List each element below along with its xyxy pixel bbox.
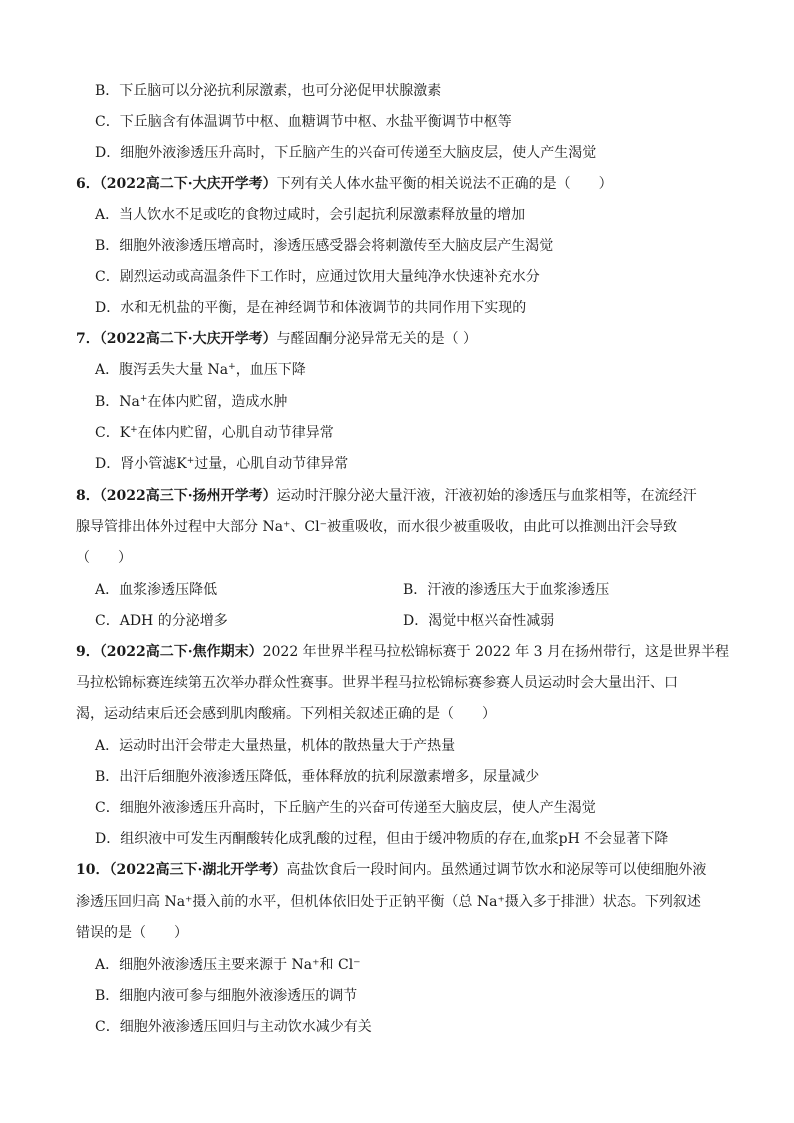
- q7-option-b-post: 在体内贮留，造成水肿: [147, 394, 288, 410]
- q7-option-d-post: 过量，心肌自动节律异常: [194, 456, 349, 472]
- q10-option-a: A．细胞外液渗透压主要来源于 Na⁺和 Cl⁻: [95, 957, 361, 973]
- q5-option-d: D．细胞外液渗透压升高时，下丘脑产生的兴奋可传递至大脑皮层，使人产生渴觉: [95, 145, 597, 161]
- q7-stem: [76, 329, 477, 349]
- q8-source: （2022高三下·扬州开学考）: [99, 488, 277, 504]
- q9-text-line2: 马拉松锦标赛连续第五次举办群众性赛事。世界半程马拉松锦标赛参赛人员运动时会大量出汗、口: [76, 675, 678, 691]
- q7-option-d: [95, 454, 348, 474]
- q9-text-line3: 渴，运动结束后还会感到肌肉酸痛。下列相关叙述正确的是（ ）: [76, 706, 496, 722]
- q7-option-c: [95, 423, 334, 443]
- q9-option-b: B．出汗后细胞外液渗透压降低，垂体释放的抗利尿激素增多，尿量减少: [95, 769, 540, 785]
- q10-stem: [76, 860, 706, 880]
- q9-option-c: C．细胞外液渗透压升高时，下丘脑产生的兴奋可传递至大脑皮层，使人产生渴觉: [95, 800, 596, 816]
- q7-option-a: [95, 360, 306, 380]
- q6-number: 6．: [76, 176, 100, 192]
- q7-option-d-pre: D．肾小管滤K: [95, 456, 187, 472]
- q8-option-a: A．血浆渗透压降低: [95, 582, 218, 598]
- q8-option-b: B．汗液的渗透压大于血浆渗透压: [403, 582, 610, 598]
- q7-option-d-sup: +: [186, 456, 195, 466]
- q7-option-a-post: ，血压下降: [235, 362, 306, 378]
- q6-stem: [76, 174, 613, 194]
- q6-source: （2022高二下·大庆开学考）: [99, 176, 277, 192]
- q7-text: 与醛固酮分泌异常无关的是（ ）: [276, 331, 478, 347]
- q9-option-a: A．运动时出汗会带走大量热量，机体的散热量大于产热量: [95, 738, 456, 754]
- q6-option-a: A．当人饮水不足或吃的食物过咸时，会引起抗利尿激素释放量的增加: [95, 207, 526, 223]
- q10-text-line1: 高盐饮食后一段时间内。虽然通过调节饮水和泌尿等可以使细胞外液: [286, 862, 707, 878]
- q10-number: 10．: [76, 862, 110, 878]
- q10-option-c: C．细胞外液渗透压回归与主动饮水减少有关: [95, 1019, 372, 1035]
- q6-option-c: C．剧烈运动或高温条件下工作时，应通过饮用大量纯净水快速补充水分: [95, 269, 540, 285]
- q7-option-b-sup: +: [139, 394, 148, 404]
- q8-text-line2: 腺导管排出体外过程中大部分 Na⁺、Cl⁻被重吸收，而水很少被重吸收，由此可以推测出汗会导致: [76, 519, 678, 535]
- q6-text: 下列有关人体水盐平衡的相关说法不正确的是（ ）: [276, 176, 613, 192]
- q7-option-c-pre: C．K: [95, 425, 131, 441]
- q8-number: 8．: [76, 488, 100, 504]
- q5-option-c: C．下丘脑含有体温调节中枢、血糖调节中枢、水盐平衡调节中枢等: [95, 114, 512, 130]
- q7-option-a-pre: A．腹泻丢失大量 Na: [95, 362, 229, 378]
- q9-number: 9．: [76, 644, 100, 660]
- q7-option-a-sup: +: [228, 362, 236, 372]
- q10-source: （2022高三下·湖北开学考）: [109, 862, 287, 878]
- q9-stem: [76, 642, 729, 662]
- q7-option-c-post: 在体内贮留，心肌自动节律异常: [137, 425, 334, 441]
- q8-option-d: D．渴觉中枢兴奋性减弱: [403, 613, 555, 629]
- q10-text-line3: 错误的是（ ）: [76, 925, 188, 941]
- q9-text-line1: 2022 年世界半程马拉松锦标赛于 2022 年 3 月在扬州带行，这是世界半程: [262, 644, 730, 660]
- q7-source: （2022高二下·大庆开学考）: [99, 331, 277, 347]
- q5-option-b: B．下丘脑可以分泌抗利尿激素，也可分泌促甲状腺激素: [95, 83, 442, 99]
- q7-option-b: [95, 392, 287, 412]
- q10-option-b: B．细胞内液可参与细胞外液渗透压的调节: [95, 988, 358, 1004]
- q6-option-d: D．水和无机盐的平衡，是在神经调节和体液调节的共同作用下实现的: [95, 300, 527, 316]
- q8-text-line3: （ ）: [76, 550, 132, 566]
- q7-option-b-pre: B．Na: [95, 394, 140, 410]
- q7-number: 7．: [76, 331, 100, 347]
- q8-option-c: C．ADH 的分泌增多: [95, 613, 228, 629]
- q8-text-line1: 运动时汗腺分泌大量汗液，汗液初始的渗透压与血浆相等，在流经汗: [276, 488, 697, 504]
- q9-option-d: D．组织液中可发生丙酮酸转化成乳酸的过程，但由于缓冲物质的存在,血浆pH 不会显著下降: [95, 831, 669, 847]
- q9-source: （2022高二下·焦作期末）: [99, 644, 263, 660]
- q8-stem: [76, 486, 697, 506]
- q6-option-b: B．细胞外液渗透压增高时，渗透压感受器会将刺激传至大脑皮层产生渴觉: [95, 238, 554, 254]
- q10-text-line2: 渗透压回归高 Na⁺摄入前的水平，但机体依旧处于正钠平衡（总 Na⁺摄入多于排泄）状态。下列叙述: [76, 894, 701, 910]
- q7-option-c-sup: +: [130, 425, 138, 435]
